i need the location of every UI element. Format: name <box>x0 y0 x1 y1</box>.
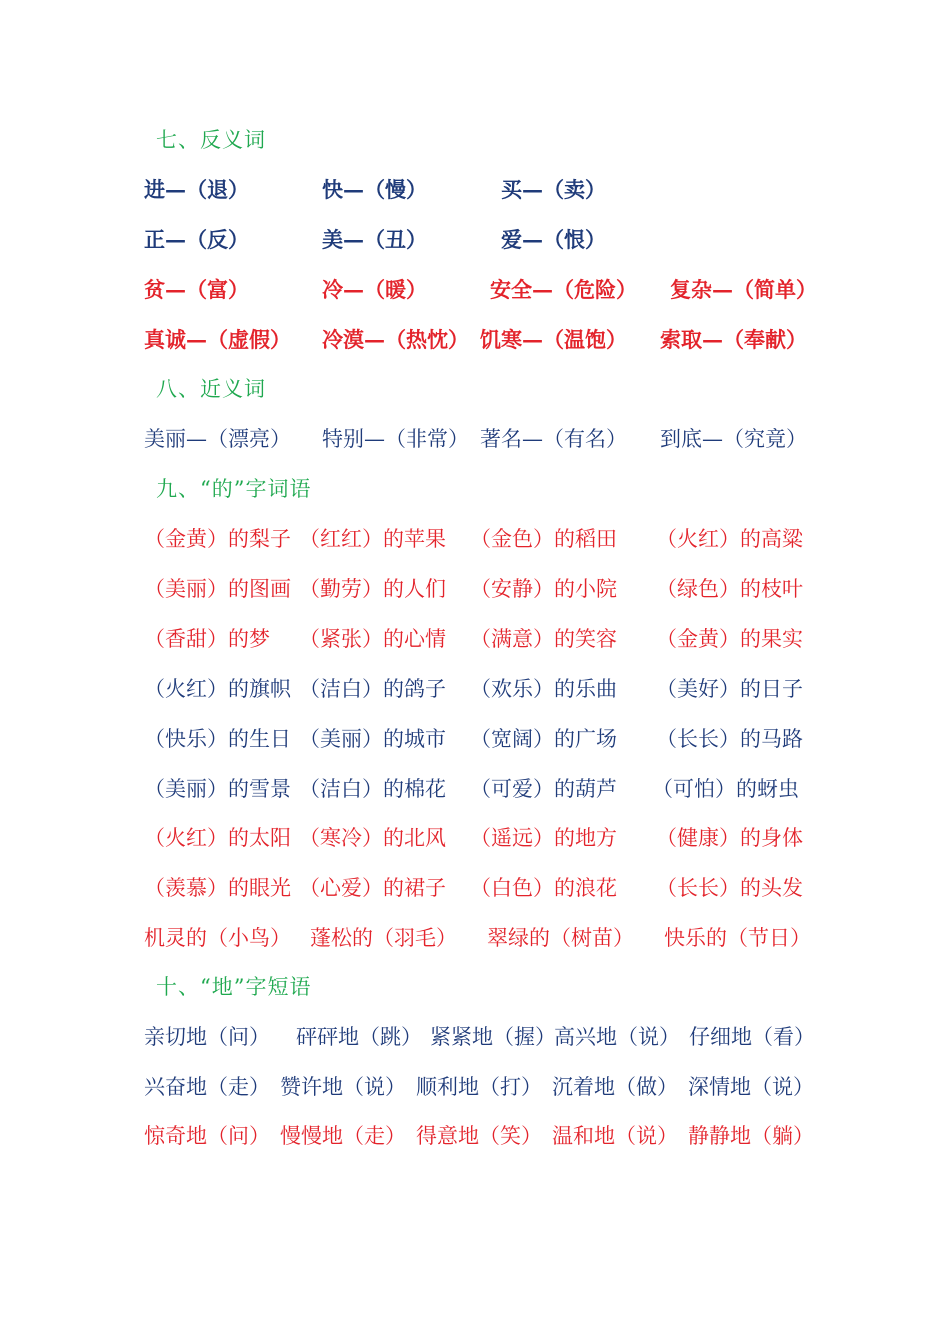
de-phrase: （火红）的高粱 <box>656 527 803 551</box>
de-phrase: （金色）的稻田 <box>470 527 617 551</box>
de-phrase: （安静）的小院 <box>470 577 617 601</box>
de-phrase: （白色）的浪花 <box>470 876 617 900</box>
section-heading-antonyms: 七、反义词 <box>156 128 266 152</box>
antonym-pair: 冷—（暖） <box>322 277 427 302</box>
de-phrase: （火红）的太阳 <box>144 826 291 850</box>
de-phrase: （美丽）的雪景 <box>144 777 291 801</box>
di-phrase: 慢慢地（走） <box>280 1124 406 1148</box>
di-phrase: 静静地（躺） <box>688 1124 814 1148</box>
antonym-pair: 美—（丑） <box>322 227 427 252</box>
synonym-pair: 特别—（非常） <box>322 427 469 451</box>
di-phrase: 亲切地（问） <box>144 1025 270 1049</box>
de-phrase: （快乐）的生日 <box>144 727 291 751</box>
de-phrase: （香甜）的梦 <box>144 627 270 651</box>
de-phrase: （洁白）的棉花 <box>299 777 446 801</box>
de-phrase: （美好）的日子 <box>656 677 803 701</box>
antonym-pair: 贫—（富） <box>144 277 249 302</box>
de-phrase: （长长）的马路 <box>656 727 803 751</box>
di-phrase: 兴奋地（走） <box>144 1075 270 1099</box>
de-phrase: （勤劳）的人们 <box>299 577 446 601</box>
synonym-pair: 美丽—（漂亮） <box>144 427 291 451</box>
di-phrase: 沉着地（做） <box>552 1075 678 1099</box>
di-phrase: 得意地（笑） <box>416 1124 542 1148</box>
de-phrase: （紧张）的心情 <box>299 627 446 651</box>
de-phrase: （寒冷）的北风 <box>299 826 446 850</box>
antonym-pair: 爱—（恨） <box>501 227 606 252</box>
de-phrase: （金黄）的果实 <box>656 627 803 651</box>
de-phrase: 翠绿的（树苗） <box>487 926 634 950</box>
de-phrase: （洁白）的鸽子 <box>299 677 446 701</box>
antonym-pair: 复杂—（简单） <box>670 277 817 302</box>
de-phrase: 机灵的（小鸟） <box>144 926 291 950</box>
de-phrase: （可怕）的蚜虫 <box>652 777 799 801</box>
de-phrase: （金黄）的梨子 <box>144 527 291 551</box>
section-heading-di-phrases: 十、“地”字短语 <box>156 975 312 999</box>
di-phrase: 砰砰地（跳） <box>296 1025 422 1049</box>
de-phrase: （满意）的笑容 <box>470 627 617 651</box>
di-phrase: 深情地（说） <box>688 1075 814 1099</box>
di-phrase: 仔细地（看） <box>689 1025 815 1049</box>
section-heading-de-phrases: 九、“的”字词语 <box>156 477 312 501</box>
de-phrase: （长长）的头发 <box>656 876 803 900</box>
antonym-pair: 冷漠—（热忱） <box>322 327 469 352</box>
de-phrase: （绿色）的枝叶 <box>656 577 803 601</box>
de-phrase: （健康）的身体 <box>656 826 803 850</box>
de-phrase: （宽阔）的广场 <box>470 727 617 751</box>
de-phrase: （美丽）的图画 <box>144 577 291 601</box>
antonym-pair: 真诚—（虚假） <box>144 327 291 352</box>
section-heading-synonyms: 八、近义词 <box>156 377 266 401</box>
de-phrase: （红红）的苹果 <box>299 527 446 551</box>
synonym-pair: 到底—（究竟） <box>660 427 807 451</box>
de-phrase: （遥远）的地方 <box>470 826 617 850</box>
di-phrase: 顺利地（打） <box>416 1075 542 1099</box>
di-phrase: 高兴地（说） <box>554 1025 680 1049</box>
antonym-pair: 索取—（奉献） <box>660 327 807 352</box>
de-phrase: （欢乐）的乐曲 <box>470 677 617 701</box>
de-phrase: 蓬松的（羽毛） <box>310 926 457 950</box>
antonym-pair: 快—（慢） <box>322 177 427 202</box>
antonym-pair: 进—（退） <box>144 177 249 202</box>
di-phrase: 赞许地（说） <box>280 1075 406 1099</box>
de-phrase: （羡慕）的眼光 <box>144 876 291 900</box>
de-phrase: （火红）的旗帜 <box>144 677 291 701</box>
di-phrase: 惊奇地（问） <box>144 1124 270 1148</box>
de-phrase: （可爱）的葫芦 <box>470 777 617 801</box>
antonym-pair: 安全—（危险） <box>490 277 637 302</box>
antonym-pair: 饥寒—（温饱） <box>480 327 627 352</box>
de-phrase: 快乐的（节日） <box>664 926 811 950</box>
de-phrase: （美丽）的城市 <box>299 727 446 751</box>
antonym-pair: 买—（卖） <box>501 177 606 202</box>
di-phrase: 紧紧地（握） <box>430 1025 556 1049</box>
synonym-pair: 著名—（有名） <box>480 427 627 451</box>
di-phrase: 温和地（说） <box>552 1124 678 1148</box>
antonym-pair: 正—（反） <box>144 227 249 252</box>
de-phrase: （心爱）的裙子 <box>299 876 446 900</box>
